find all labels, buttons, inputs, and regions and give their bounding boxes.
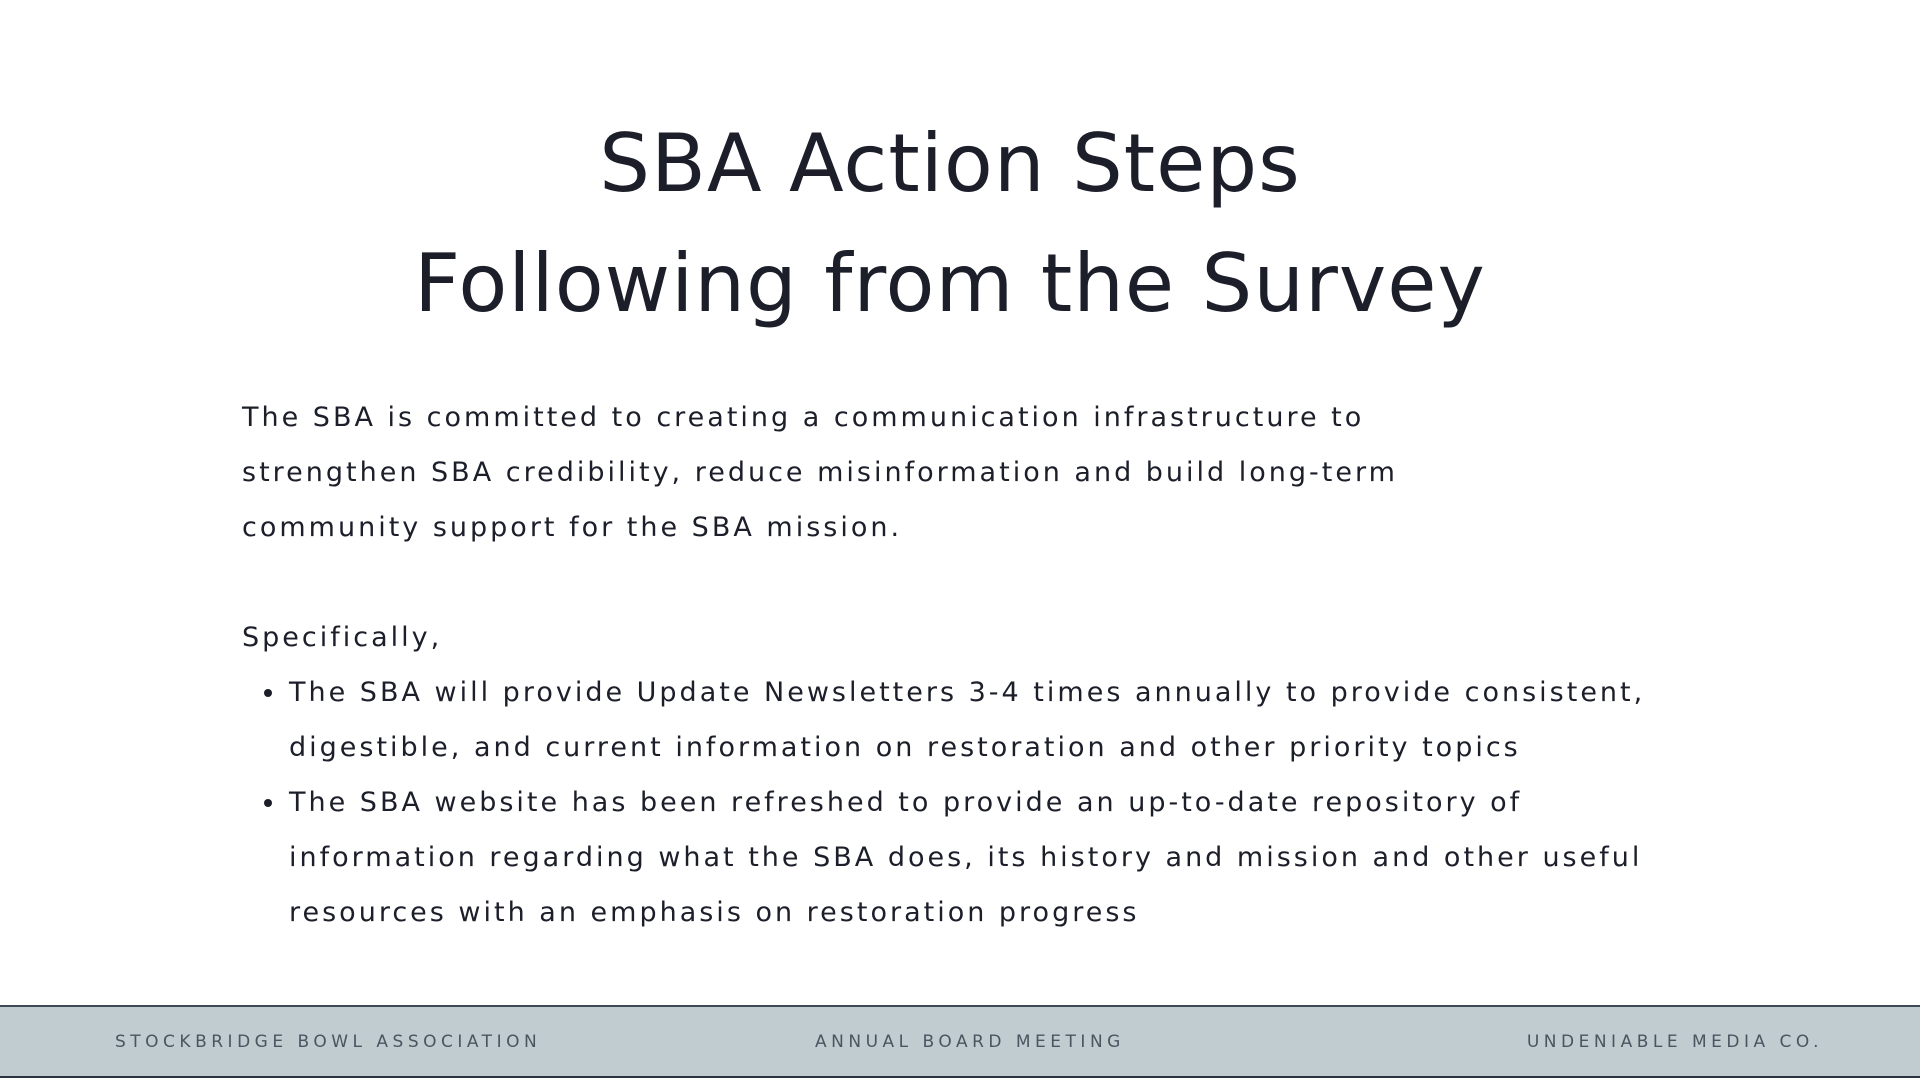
slide-title-line-2: Following from the Survey [414, 237, 1486, 330]
footer-credit: UNDENIABLE MEDIA CO. [1526, 1032, 1823, 1052]
intro-paragraph: The SBA is committed to creating a communication infrastructure to strengthen SBA credibility, reduce misinformation and build long-term community support for the SBA mission. [242, 402, 1398, 543]
footer-event: ANNUAL BOARD MEETING [815, 1032, 1125, 1052]
bullet-dot-icon [264, 689, 272, 697]
bullet-list [242, 665, 1702, 940]
slide-title-line-1: SBA Action Steps [599, 117, 1301, 210]
slide-title [0, 104, 1900, 344]
lead-text: Specifically, [242, 622, 443, 653]
slide-body [242, 390, 1702, 940]
bullet-item-newsletters [242, 665, 1702, 775]
paragraph-spacer [242, 555, 1702, 610]
bullet-dot-icon [264, 799, 272, 807]
bullet-text: The SBA website has been refreshed to provide an up-to-date repository of information regarding what the SBA does, its history and mission and other useful resources with an emphasis on restoration progress [289, 787, 1643, 928]
footer-bar [0, 1005, 1920, 1078]
footer-organization: STOCKBRIDGE BOWL ASSOCIATION [115, 1032, 542, 1052]
bullet-text: The SBA will provide Update Newsletters 3-4 times annually to provide consistent, digestible, and current information on restoration and other priority topics [289, 677, 1646, 763]
bullet-item-website [242, 775, 1702, 940]
